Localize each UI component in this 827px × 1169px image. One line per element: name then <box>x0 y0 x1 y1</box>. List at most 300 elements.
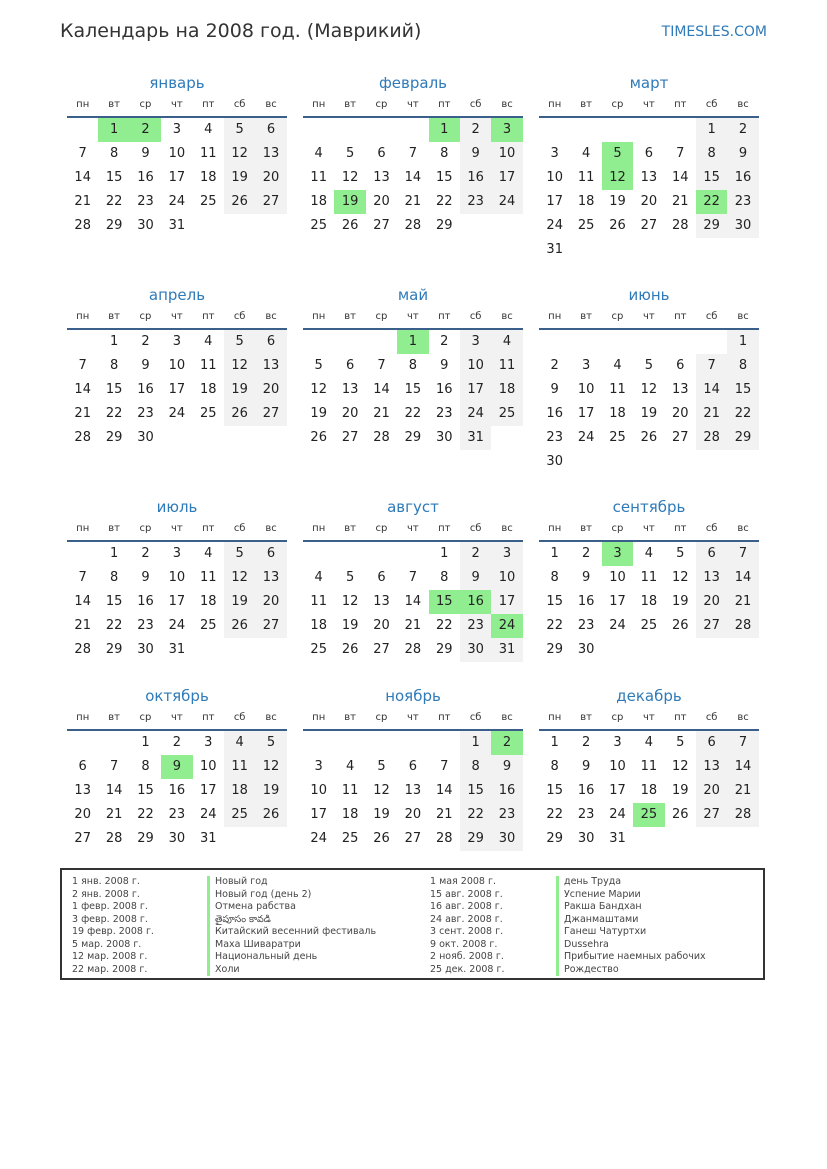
day-cell: 11 <box>199 358 217 373</box>
empty-cell <box>602 118 633 142</box>
month-4 <box>67 284 287 450</box>
day-cell: 7 <box>408 570 417 585</box>
holiday-date: 15 авг. 2008 г. <box>430 888 503 900</box>
holiday-name: Ракша Бандхан <box>556 901 642 914</box>
empty-cell <box>602 330 633 354</box>
day-cell: 29 <box>546 831 563 846</box>
empty-cell <box>397 542 428 566</box>
day-cell: 20 <box>341 406 359 421</box>
day-cell: 15 <box>404 382 422 397</box>
day-cell: 18 <box>491 378 522 402</box>
day-cell: 4 <box>345 759 355 774</box>
day-cell: 17 <box>168 170 186 185</box>
month-8 <box>303 496 523 662</box>
day-cell: 19 <box>341 618 359 633</box>
empty-cell <box>255 638 286 662</box>
holiday-name: తైపూసం కావడి <box>207 914 271 927</box>
holiday-name: Успение Марии <box>556 889 641 902</box>
day-cell: 22 <box>435 618 453 633</box>
day-cell: 17 <box>168 594 186 609</box>
empty-cell <box>193 638 224 662</box>
holiday-date: 5 мар. 2008 г. <box>72 938 142 950</box>
day-cell: 1 <box>109 546 119 561</box>
day-cell: 11 <box>310 594 327 609</box>
holiday-date: 12 мар. 2008 г. <box>72 951 148 962</box>
month-name: март <box>629 74 669 92</box>
day-cell: 24 <box>460 402 491 426</box>
day-cell: 21 <box>671 194 689 209</box>
weekday-label: вс <box>737 523 749 534</box>
day-cell: 5 <box>345 146 355 161</box>
empty-cell <box>602 450 633 474</box>
day-cell: 12 <box>341 170 359 185</box>
month-name: январь <box>149 74 205 92</box>
empty-cell <box>570 330 601 354</box>
day-cell: 12 <box>671 759 689 774</box>
empty-cell <box>633 450 664 474</box>
weekday-label: вс <box>501 311 513 322</box>
day-cell: 17 <box>491 590 522 614</box>
day-cell: 21 <box>74 194 91 209</box>
month-1 <box>67 72 287 238</box>
day-cell: 30 <box>546 454 563 469</box>
day-cell: 6 <box>696 542 727 566</box>
day-cell: 16 <box>435 382 453 397</box>
day-cell: 28 <box>373 430 390 445</box>
day-cell: 24 <box>168 618 186 633</box>
day-cell: 4 <box>644 546 653 561</box>
day-cell: 10 <box>310 783 327 798</box>
day-cell: 3 <box>460 330 491 354</box>
day-cell: 15 <box>546 594 563 609</box>
day-cell: 3 <box>491 542 522 566</box>
weekday-label: пн <box>76 99 90 110</box>
day-cell: 16 <box>577 783 595 798</box>
empty-cell <box>539 118 570 142</box>
month-10 <box>67 685 287 851</box>
day-cell: 11 <box>199 146 217 161</box>
site-link[interactable]: TIMESLES.COM <box>661 24 767 40</box>
day-cell: 9 <box>141 358 150 373</box>
day-cell: 9 <box>141 146 150 161</box>
day-cell: 25 <box>199 406 217 421</box>
empty-cell <box>570 238 601 262</box>
weekday-header <box>67 94 287 118</box>
day-cell: 9 <box>727 142 758 166</box>
day-cell: 7 <box>109 759 119 774</box>
day-cell: 18 <box>199 594 217 609</box>
holiday-day: 9 <box>161 755 192 779</box>
holiday-names-right <box>556 876 706 976</box>
day-cell: 23 <box>546 430 563 445</box>
day-cell: 7 <box>440 759 449 774</box>
empty-cell <box>633 118 664 142</box>
month-name: июль <box>156 498 198 516</box>
weekday-label: ср <box>611 712 624 723</box>
day-cell: 29 <box>727 426 758 450</box>
day-cell: 19 <box>609 194 626 209</box>
empty-cell <box>696 450 727 474</box>
empty-cell <box>67 118 98 142</box>
empty-cell <box>334 731 365 755</box>
empty-cell <box>303 542 334 566</box>
day-cell: 12 <box>310 382 327 397</box>
weekday-label: вс <box>501 523 513 534</box>
day-cell: 8 <box>696 142 727 166</box>
day-cell: 26 <box>224 614 255 638</box>
day-cell: 17 <box>199 783 217 798</box>
day-cell: 10 <box>168 146 186 161</box>
day-cell: 30 <box>137 430 154 445</box>
holiday-day: 22 <box>696 190 727 214</box>
weekday-label: пт <box>202 311 215 322</box>
month-7 <box>67 496 287 662</box>
day-cell: 14 <box>671 170 689 185</box>
day-cell: 8 <box>440 570 449 585</box>
day-cell: 3 <box>314 759 323 774</box>
empty-cell <box>696 638 727 662</box>
weekday-label: чт <box>171 712 183 723</box>
day-cell: 4 <box>491 330 522 354</box>
day-cell: 24 <box>168 194 186 209</box>
day-cell: 29 <box>137 831 154 846</box>
empty-cell <box>161 426 192 450</box>
weekday-label: чт <box>643 311 655 322</box>
day-cell: 23 <box>460 190 491 214</box>
weekday-label: вт <box>344 523 356 534</box>
holiday-day: 2 <box>130 118 161 142</box>
day-cell: 22 <box>105 194 123 209</box>
weekday-label: пн <box>312 523 326 534</box>
day-cell: 5 <box>345 570 355 585</box>
day-cell: 27 <box>255 190 286 214</box>
day-grid <box>303 731 523 851</box>
empty-cell <box>665 238 696 262</box>
day-cell: 25 <box>310 642 327 657</box>
day-cell: 6 <box>644 146 653 161</box>
empty-cell <box>224 426 255 450</box>
weekday-label: сб <box>469 99 482 110</box>
weekday-label: вс <box>265 311 277 322</box>
day-cell: 23 <box>577 807 595 822</box>
empty-cell <box>67 330 98 354</box>
day-cell: 11 <box>310 170 327 185</box>
day-cell: 9 <box>460 566 491 590</box>
day-cell: 29 <box>404 430 422 445</box>
day-grid <box>303 118 523 238</box>
day-cell: 27 <box>74 831 91 846</box>
day-cell: 9 <box>440 358 449 373</box>
day-cell: 23 <box>577 618 595 633</box>
holiday-day: 1 <box>429 118 460 142</box>
weekday-label: пн <box>312 712 326 723</box>
day-cell: 21 <box>435 807 453 822</box>
day-cell: 11 <box>341 783 359 798</box>
holiday-name: Холи <box>207 964 240 977</box>
weekday-label: пн <box>548 523 562 534</box>
empty-cell <box>727 638 758 662</box>
day-cell: 6 <box>78 759 87 774</box>
day-cell: 19 <box>671 594 689 609</box>
day-cell: 5 <box>224 118 255 142</box>
holiday-day: 24 <box>491 614 522 638</box>
day-cell: 22 <box>546 807 563 822</box>
day-cell: 28 <box>727 614 758 638</box>
weekday-label: чт <box>171 523 183 534</box>
holiday-day: 2 <box>491 731 522 755</box>
weekday-label: сб <box>233 99 246 110</box>
holiday-day: 15 <box>429 590 460 614</box>
month-name: июнь <box>628 286 670 304</box>
day-cell: 19 <box>373 807 390 822</box>
day-cell: 7 <box>696 354 727 378</box>
day-cell: 1 <box>550 546 559 561</box>
day-cell: 22 <box>137 807 154 822</box>
empty-cell <box>67 542 98 566</box>
day-cell: 16 <box>727 166 758 190</box>
day-cell: 26 <box>224 402 255 426</box>
day-cell: 9 <box>460 142 491 166</box>
day-cell: 21 <box>404 618 422 633</box>
weekday-label: ср <box>139 99 152 110</box>
day-cell: 12 <box>255 755 286 779</box>
weekday-label: пт <box>438 712 451 723</box>
weekday-label: ср <box>375 311 388 322</box>
weekday-label: сб <box>233 311 246 322</box>
day-cell: 9 <box>491 755 522 779</box>
day-cell: 24 <box>546 218 563 233</box>
day-cell: 26 <box>255 803 286 827</box>
weekday-label: сб <box>233 523 246 534</box>
day-cell: 22 <box>435 194 453 209</box>
holiday-name: день Труда <box>556 876 621 889</box>
empty-cell <box>665 450 696 474</box>
day-cell: 22 <box>546 618 563 633</box>
day-cell: 28 <box>74 218 91 233</box>
holiday-day: 3 <box>602 542 633 566</box>
day-cell: 21 <box>404 194 422 209</box>
day-cell: 2 <box>550 358 559 373</box>
month-name: май <box>397 286 429 304</box>
holiday-date: 25 дек. 2008 г. <box>430 963 505 975</box>
weekday-label: ср <box>139 311 152 322</box>
weekday-label: ср <box>375 99 388 110</box>
empty-cell <box>665 330 696 354</box>
day-cell: 16 <box>137 170 154 185</box>
day-cell: 7 <box>727 542 758 566</box>
day-cell: 27 <box>255 614 286 638</box>
empty-cell <box>727 450 758 474</box>
day-cell: 3 <box>172 334 181 349</box>
day-cell: 13 <box>373 170 390 185</box>
weekday-label: чт <box>407 311 419 322</box>
day-cell: 19 <box>224 590 255 614</box>
day-cell: 14 <box>727 566 758 590</box>
day-grid <box>539 330 759 474</box>
day-cell: 15 <box>137 783 154 798</box>
day-cell: 29 <box>435 218 453 233</box>
day-cell: 10 <box>199 759 217 774</box>
day-cell: 31 <box>491 638 522 662</box>
weekday-header <box>303 518 523 542</box>
day-cell: 23 <box>137 194 154 209</box>
empty-cell <box>602 638 633 662</box>
weekday-label: пн <box>76 311 90 322</box>
weekday-label: чт <box>407 99 419 110</box>
empty-cell <box>303 731 334 755</box>
weekday-header <box>539 707 759 731</box>
day-cell: 5 <box>224 542 255 566</box>
empty-cell <box>193 214 224 238</box>
day-cell: 15 <box>546 783 563 798</box>
weekday-label: пт <box>202 99 215 110</box>
weekday-label: пн <box>312 99 326 110</box>
day-cell: 26 <box>224 190 255 214</box>
empty-cell <box>491 426 522 450</box>
day-cell: 24 <box>310 831 327 846</box>
day-cell: 1 <box>696 118 727 142</box>
weekday-label: вт <box>344 99 356 110</box>
weekday-label: сб <box>469 311 482 322</box>
day-grid <box>539 118 759 262</box>
day-cell: 18 <box>341 807 359 822</box>
day-cell: 3 <box>613 735 622 750</box>
empty-cell <box>255 214 286 238</box>
day-cell: 8 <box>440 146 449 161</box>
day-cell: 4 <box>204 334 213 349</box>
month-5 <box>303 284 523 450</box>
weekday-label: вт <box>344 712 356 723</box>
day-cell: 4 <box>644 735 653 750</box>
day-cell: 6 <box>676 358 685 373</box>
empty-cell <box>255 827 286 851</box>
day-cell: 20 <box>696 590 727 614</box>
weekday-label: чт <box>407 523 419 534</box>
day-cell: 30 <box>491 827 522 851</box>
empty-cell <box>539 330 570 354</box>
day-cell: 3 <box>581 358 591 373</box>
weekday-label: пн <box>548 99 562 110</box>
day-cell: 27 <box>640 218 658 233</box>
day-cell: 14 <box>74 170 91 185</box>
day-cell: 13 <box>696 566 727 590</box>
day-cell: 15 <box>105 170 123 185</box>
day-cell: 17 <box>546 194 563 209</box>
day-cell: 24 <box>609 618 626 633</box>
day-cell: 24 <box>577 430 595 445</box>
day-cell: 8 <box>727 354 758 378</box>
month-name: апрель <box>148 286 206 304</box>
day-cell: 23 <box>460 614 491 638</box>
day-grid <box>67 330 287 450</box>
day-cell: 10 <box>491 566 522 590</box>
weekday-label: сб <box>705 712 718 723</box>
day-cell: 20 <box>671 406 689 421</box>
day-cell: 13 <box>74 783 91 798</box>
day-cell: 19 <box>224 166 255 190</box>
empty-cell <box>397 731 428 755</box>
day-cell: 31 <box>199 831 217 846</box>
day-cell: 16 <box>460 166 491 190</box>
month-name: февраль <box>378 74 448 92</box>
day-cell: 12 <box>224 142 255 166</box>
weekday-label: чт <box>643 523 655 534</box>
day-cell: 8 <box>550 759 559 774</box>
day-cell: 11 <box>640 570 658 585</box>
day-cell: 17 <box>168 382 186 397</box>
day-cell: 18 <box>224 779 255 803</box>
day-cell: 21 <box>105 807 123 822</box>
day-cell: 29 <box>696 214 727 238</box>
empty-cell <box>334 330 365 354</box>
day-cell: 20 <box>696 779 727 803</box>
day-cell: 19 <box>255 779 286 803</box>
day-cell: 28 <box>74 642 91 657</box>
empty-cell <box>460 214 491 238</box>
day-cell: 10 <box>609 759 626 774</box>
day-cell: 21 <box>727 590 758 614</box>
holiday-names-left <box>207 876 376 976</box>
month-2 <box>303 72 523 238</box>
day-cell: 27 <box>696 803 727 827</box>
day-cell: 16 <box>137 594 154 609</box>
holiday-day: 1 <box>98 118 129 142</box>
day-cell: 24 <box>168 406 186 421</box>
day-cell: 22 <box>727 402 758 426</box>
day-cell: 20 <box>373 618 390 633</box>
holiday-day: 1 <box>397 330 428 354</box>
holiday-name: Джанмаштами <box>556 914 638 927</box>
weekday-label: ср <box>375 523 388 534</box>
day-cell: 10 <box>577 382 595 397</box>
day-cell: 29 <box>105 642 123 657</box>
day-cell: 17 <box>491 166 522 190</box>
day-cell: 4 <box>314 570 323 585</box>
day-cell: 13 <box>255 566 286 590</box>
day-cell: 11 <box>224 755 255 779</box>
day-cell: 14 <box>727 755 758 779</box>
day-cell: 24 <box>491 190 522 214</box>
day-cell: 30 <box>727 214 758 238</box>
day-cell: 23 <box>168 807 186 822</box>
day-cell: 15 <box>696 166 727 190</box>
day-cell: 13 <box>373 594 390 609</box>
day-cell: 6 <box>345 358 355 373</box>
day-cell: 18 <box>577 194 595 209</box>
day-grid <box>67 118 287 238</box>
empty-cell <box>633 638 664 662</box>
month-12 <box>539 685 759 851</box>
weekday-label: вс <box>265 99 277 110</box>
weekday-label: вс <box>737 712 749 723</box>
day-cell: 26 <box>310 430 327 445</box>
day-cell: 23 <box>727 190 758 214</box>
day-cell: 30 <box>137 218 154 233</box>
day-cell: 1 <box>460 731 491 755</box>
day-cell: 20 <box>74 807 91 822</box>
day-cell: 19 <box>310 406 327 421</box>
holiday-name: Dussehra <box>556 939 609 952</box>
day-cell: 26 <box>341 642 359 657</box>
day-cell: 4 <box>224 731 255 755</box>
day-cell: 20 <box>255 166 286 190</box>
holiday-day: 25 <box>633 803 664 827</box>
day-cell: 28 <box>696 426 727 450</box>
day-cell: 30 <box>460 638 491 662</box>
weekday-label: сб <box>233 712 246 723</box>
empty-cell <box>98 731 129 755</box>
holiday-date: 1 февр. 2008 г. <box>72 901 148 912</box>
